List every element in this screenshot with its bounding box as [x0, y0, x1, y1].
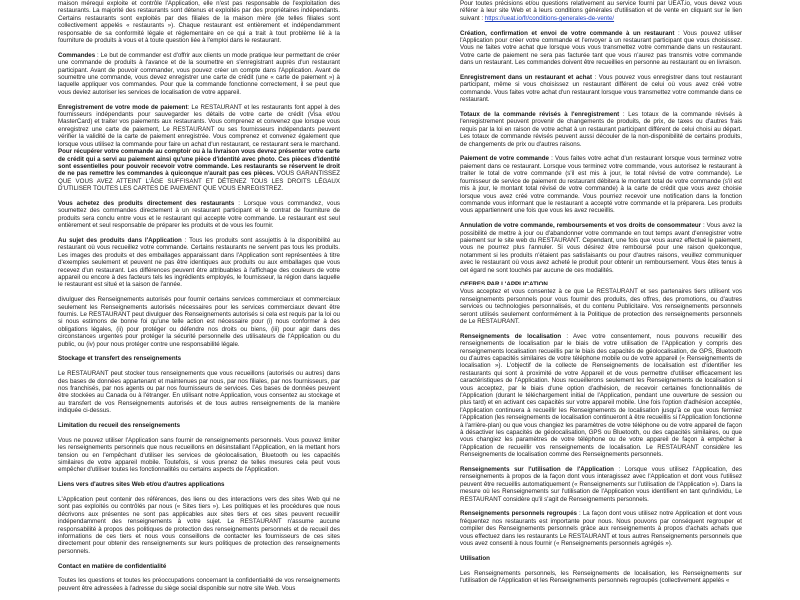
intro-paragraph: maison mérequi exploite et contrôle l'Application, elle n'est pas responsable de l'exploitation des restaurants. La majorité des restaurants sont détenus et exploités par des propriétaires indépendants. Certains restaurants sont exploités par des filiales de la maison mère (de telles filiales sont collectivement appelés « restaurants »). Chaque restaurant est entièrement et indépendamment responsable de sa conformité légale et réglementaire en ce qui a trait à tout problème lié à la fourniture de produits à vous et à toute question liée à l'emploi dans le restaurant.	[58, 0, 340, 45]
payment-registration-heading: Enregistrement de votre mode de paiement	[58, 103, 188, 111]
offers-text: Vous acceptez et vous consentez à ce que Le RESTAURANT et ses partenaires tiers utilisent vos renseignements personnels pour vous fournir des produits, des offres, des promotions, ou d'autres services ou technologies personnalisés, et du contenu Publicitaire. Vos renseignements personnels seront utilisés seulement conformément à la Politique de protection des renseignements personnels de Le RESTAURANT.	[460, 288, 742, 325]
usage-info-heading: Renseignements sur l'utilisation de l'Application	[460, 466, 614, 474]
ueat-paragraph	[460, 0, 742, 22]
ueat-terms-link[interactable]: https://ueat.io/fr/conditions-generales-de-vente/	[484, 14, 615, 22]
grouped-info-section	[460, 510, 742, 547]
products-section	[58, 237, 340, 289]
location-section	[460, 333, 742, 459]
totals-heading: Totaux de la commande révisés à l'enregistrement	[460, 111, 620, 119]
links-heading: Liens vers d'autres sites Web et/ou d'autres applications	[58, 481, 225, 489]
payment-text: : Vous faites votre achat d'un restaurant lorsque vous terminez votre paiement dans ce restaurant. Lorsque vous terminez votre commande, vous autorisez le restaurant à traiter le total de votre commande (s'il est mis à jour, le total révisé de votre commande). Le fournisseur de service de paiement du restaurant débitera le montant total de votre commande (s'il est mis à jour, le montant total révisé de votre commande) à la carte de crédit que vous avez choisie lorsque vous avez créé votre commande. Vous pourriez recevoir une notification dans la fonction commande vous informant que le restaurant a accepté votre commande et la préparera. Les produits vous appartiennent une fois que vous les avez recueillis.	[460, 155, 743, 215]
totals-text: : Les totaux de la commande révisés à l'enregistrement peuvent provenir de changements de produits, de prix, de taxes ou d'autres frais requis par la loi en raison de votre achat à un restaurant participant différent de celui choisi au départ. Les totaux de commande révisés peuvent aussi découler de la non-disponibilité de certains produits, de changements de prix ou d'autres raisons.	[460, 111, 742, 148]
payment-age-warranty: VOUS GARANTISSEZ QUE VOUS AVEZ ATTEINT L'ÂGE SUFFISANT ET DÉTENEZ TOUS LES DROITS LÉGAUX D'UTILISER TOUTES LES CARTES DE PAIEMENT QUE VOUS ENREGISTREZ.	[58, 170, 340, 193]
products-text: : Tous les produits sont assujettis à la disponibilité au restaurant où vous recueillez votre commande. Certains restaurants ne servent pas tous les produits. Les images des produits et des emballages apparaissant dans l'Application sont représentées à titre d'exemples seulement et peuvent ne pas être identiques aux produits ou aux emballages que vous recevez d'un restaurant. Les différences peuvent être attribuables à l'affichage des couleurs de votre appareil ou encore à des facteurs tels les ingrédients employés, le fournisseur, la région dans laquelle le restaurant est situé et la saison de l'année.	[58, 236, 341, 289]
limitation-text: Vous ne pouvez utiliser l'Application sans fournir de renseignements personnels. Vous pouvez limiter les renseignements personnels que nous recueillons en désinstallant l'Application, en la mettant hors tension ou en l'empêchant d'utiliser les services de géolocalisation, Bluetooth ou les capacités similaires de votre appareil mobile. Toutefois, si vous prenez de telles mesures cela peut vous empêcher d'utiliser toutes les fonctionnalités ou certains aspects de l'Application.	[58, 436, 340, 474]
buy-direct-section	[58, 200, 340, 230]
links-text: L'Application peut contenir des références, des liens ou des interactions vers des sites Web qui ne sont pas exploités ou contrôlés par nous (« Sites tiers »). Les politiques et les procédures que nous décrivons aux présentes ne sont pas applicables aux sites tiers et ces sites peuvent recueillir indépendamment des renseignements à votre sujet. Le RESTAURANT n'assume aucune responsabilité à propos des politiques de protection des renseignements personnels et de recueil des informations de ces tiers et nous vous conseillons de contacter les fournisseurs de ces sites directement pour obtenir des renseignements sur leurs politiques de protection des renseignements personnels.	[58, 496, 340, 555]
checkin-text: : Vous pouvez vous enregistrer dans tout restaurant participant, même si vous choisissez un restaurant différent de celui où vous avez créé votre commande. Vous faites votre achat d'un restaurant lorsque vous transmettez votre commande dans ce restaurant.	[460, 74, 742, 104]
contact-text: Toutes les questions et toutes les préoccupations concernant la confidentialité de vos renseignements peuvent être adressées à l'adresse du siège social disponible sur notre site Web. Vous	[58, 577, 340, 592]
disclosure-paragraph: divulguer des Renseignements autorisés pour fournir certains services commerciaux et commerciaux seulement les Renseignements autorisés nécessaires pour les services commerciaux devant être fournis. Le RESTAURANT peut divulguer des Renseignements autorisés si cela est requis par la loi ou si nous estimons de bonne foi qu'une telle action est nécessaire pour (i) nous conformer à des obligations légales, (ii) pour protéger ou défendre nos droits ou biens, (iii) pour agir dans des circonstances urgentes pour protéger la sécurité personnelle des utilisateurs de l'Application ou du public, ou (iv) pour nous protéger contre une responsabilité légale.	[58, 296, 340, 348]
contact-heading: Contact en matière de confidentialité	[58, 562, 167, 570]
use-text: Les Renseignements personnels, les Renseignements de localisation, les Renseignements sur l'utilisation de l'Application et les Renseignements personnels regroupés (collectivement appelés «	[460, 569, 742, 585]
right-column	[460, 0, 742, 592]
storage-text: Le RESTAURANT peut stocker tous renseignements que vous recueillons (autorisés ou autres) dans des bases de données appartenant et maintenues par nous, par nos filiales, par nos fournisseurs, par nos franchisés, par nos agents ou par nos fournisseurs de services. Ces bases de données peuvent être stockées au Canada ou à l'étranger. En utilisant notre Application, vous consentez au stockage et au transfert de vos Renseignements autorisés et de tous autres renseignements de la manière indiquée ci-dessus.	[58, 370, 340, 415]
creation-heading: Création, confirmation et envoi de votre commande à un restaurant	[460, 29, 675, 37]
buy-direct-text: : Lorsque vous commandez, vous soumettez des commandes directement à un restaurant participant et le contrat de fourniture de produits sera conclu entre vous et le restaurant qui accepte votre commande. Le restaurant est seul entièrement et seul responsable de préparer les produits et de vous les fournir.	[58, 199, 340, 230]
payment-registration-text: : Le RESTAURANT et les restaurants font appel à des fournisseurs indépendants pour sauvegarder les détails de votre carte de crédit (Visa et/ou MasterCard) et traiter vos paiements aux restaurants. Vous comprenez et convenez que lorsque vous enregistrez une carte de paiement, Le RESTAURANT ou ses fournisseurs indépendants peuvent vérifier la validité de la carte de paiement enregistrée. Vous comprenez et convenez également que lorsque vous utilisez la commande pour faire un achat d'un restaurant, ce restaurant sera le marchand.	[58, 103, 340, 148]
payment-pickup-notice: Pour récupérer votre commande au comptoir ou à la livraison vous devrez présenter votre carte de crédit qui a servi au paiement ainsi qu'une pièce d'identité avec photo. Ces pièces d'identité sont essentielles pour pouvoir recevoir votre commande. Les restaurants se réservent le droit de ne pas remettre les commandes à quiconque n'aurait pas ces pièces.	[58, 148, 340, 178]
grouped-info-heading: Renseignements personnels regroupés	[460, 510, 577, 518]
grouped-info-text: : La façon dont vous utilisez notre Application et dont vous fréquentez nos restaurants est importante pour nous. Nous pouvons par conséquent regrouper et compiler des Renseignements personnels grâce aux renseignements à propos d'achats achats que vous effectuez dans les restaurants Le RESTAURANT et tous autres Renseignements personnels que vous avez consenti à nous fournir (« Renseignements personnels agrégés »).	[460, 510, 742, 548]
limitation-heading: Limitation du recueil des renseignements	[58, 422, 181, 430]
payment-section	[460, 155, 742, 214]
cancellation-text: : Vous avez la possibilité de mettre à jour ou d'abandonner votre commande en tout temps avant d'enregistrer votre paiement sur le site web du RESTAURANT. Cependant, une fois que vous aurez effectué le paiement, vous ne pourrez plus l'annuler. Si vous désirez être remboursé pour une raison quelconque, notamment si les produits n'étaient pas satisfaisants ou pour d'autres raisons, veuillez communiquer avec le restaurant où vous avez acheté le produit pour obtenir un remboursement. Vous êtes tenus à cet égard ne sont touchés par aucune de ces modalités.	[460, 222, 742, 274]
products-heading: Au sujet des produits dans l'Application	[58, 236, 182, 244]
buy-direct-heading: Vous achetez des produits directement des restaurants	[58, 199, 235, 207]
usage-info-text: : Lorsque vous utilisez l'Application, des renseignements à propos de la façon dont vous interagissez avec l'Application et dont vous l'utilisez peuvent être recueillis automatiquement (« Renseignements sur l'utilisation de l'Application »). Dans la mesure où les Renseignements sur l'utilisation de l'Application vous identifient en tant qu'individu, Le RESTAURANT considère qu'il s'agit de Renseignements personnels.	[460, 466, 742, 503]
payment-heading: Paiement de votre commande	[460, 155, 549, 163]
location-heading: Renseignements de localisation	[460, 332, 562, 340]
left-column	[58, 0, 340, 600]
commandes-heading: Commandes	[58, 51, 96, 59]
creation-text: : Vous pouvez utiliser l'Application pour créer votre commande et l'envoyer à un restaurant participant que vous choisissez. Vous ne faites votre achat que lorsque vous vous transmettez votre commande dans un restaurant. Votre carte de paiement ne sera pas facturée tant que vous n'aurez pas transmis votre commande dans un restaurant. Les commandes doivent être recueillies en personne au restaurant ou en livraison.	[460, 29, 742, 67]
payment-registration-section	[58, 104, 340, 193]
commandes-section	[58, 52, 340, 96]
cancellation-section	[460, 222, 742, 274]
usage-info-section	[460, 466, 742, 503]
cancellation-heading: Annulation de votre commande, remboursements et vos droits de consommateur	[460, 222, 702, 230]
ueat-text: Pour toutes précisions et/ou questions relativement au service fourni par UEAT.io, vous devez vous référer à leur site Web et à leurs conditions générales d'utilisation et de vente en cliquant sur le lien suivant :	[460, 0, 742, 22]
totals-section	[460, 111, 742, 148]
offers-heading-clipped: OFFRES PAR L'APPLICATION	[460, 281, 548, 286]
use-heading: Utilisation	[460, 554, 490, 562]
commandes-text: : Le but de commander est d'offrir aux clients un mode pratique leur permettant de créer une commande de produits à l'avance et de la soumettre en s'enregistrant auprès d'un restaurant participant. Avant de pouvoir commander, vous pouvez créer un compte dans l'Application. Avant de soumettre une commande, vous devez enregistrer une carte de crédit (une « carte de paiement ») à laquelle appliquer vos commandes. Pour que la commande fonctionne correctement, il se peut que vous deviez autoriser les services de localisation de votre appareil.	[58, 51, 340, 96]
storage-heading: Stockage et transfert des renseignements	[58, 355, 182, 363]
creation-section	[460, 30, 742, 67]
checkin-heading: Enregistrement dans un restaurant et achat	[460, 74, 593, 82]
checkin-section	[460, 74, 742, 104]
location-text: : Avec votre consentement, nous pouvons recueillir des renseignements de localisation par le biais de votre utilisation de l'Application y compris des renseignements localisation recueillis par le biais des capacités de géolocalisation, de GPS, Bluetooth ou d'autres capacités similaires de votre téléphone mobile ou de votre appareil (« Renseignements de localisation »). L'objectif de la collecte de Renseignements de localisation est d'identifier les restaurants qui sont à proximité de votre Appareil et de vous permettre d'utiliser efficacement les caractéristiques de l'Application. Nous recueillerons seulement les Renseignements de localisation si vous acceptez, par le biais d'une option d'adhésion, de recevoir certaines fonctionnalités de l'Application (durant le téléchargement initial de l'Application, pendant une ouverture de session ou plus tard) et en activant ces capacités sur votre appareil mobile. Une fois l'option d'adhésion acceptée, l'Application continuera à recueillir les Renseignements de localisation jusqu'à ce que vous fermiez l'Application (les renseignements de localisation continueront à être recueillis si l'Application fonctionne à l'arrière-plan) ou que vous changiez les paramètres de votre téléphone ou de votre appareil de façon à désactiver les capacités de géolocalisation, GPS ou Bluetooth, ou des capacités similaires, ou que vous changiez les paramètres de votre téléphone ou de votre appareil de façon à empêcher à l'Application de recueillir vos renseignements de localisation. Le RESTAURANT considère les Renseignements de localisation comme des Renseignements personnels.	[460, 332, 742, 459]
